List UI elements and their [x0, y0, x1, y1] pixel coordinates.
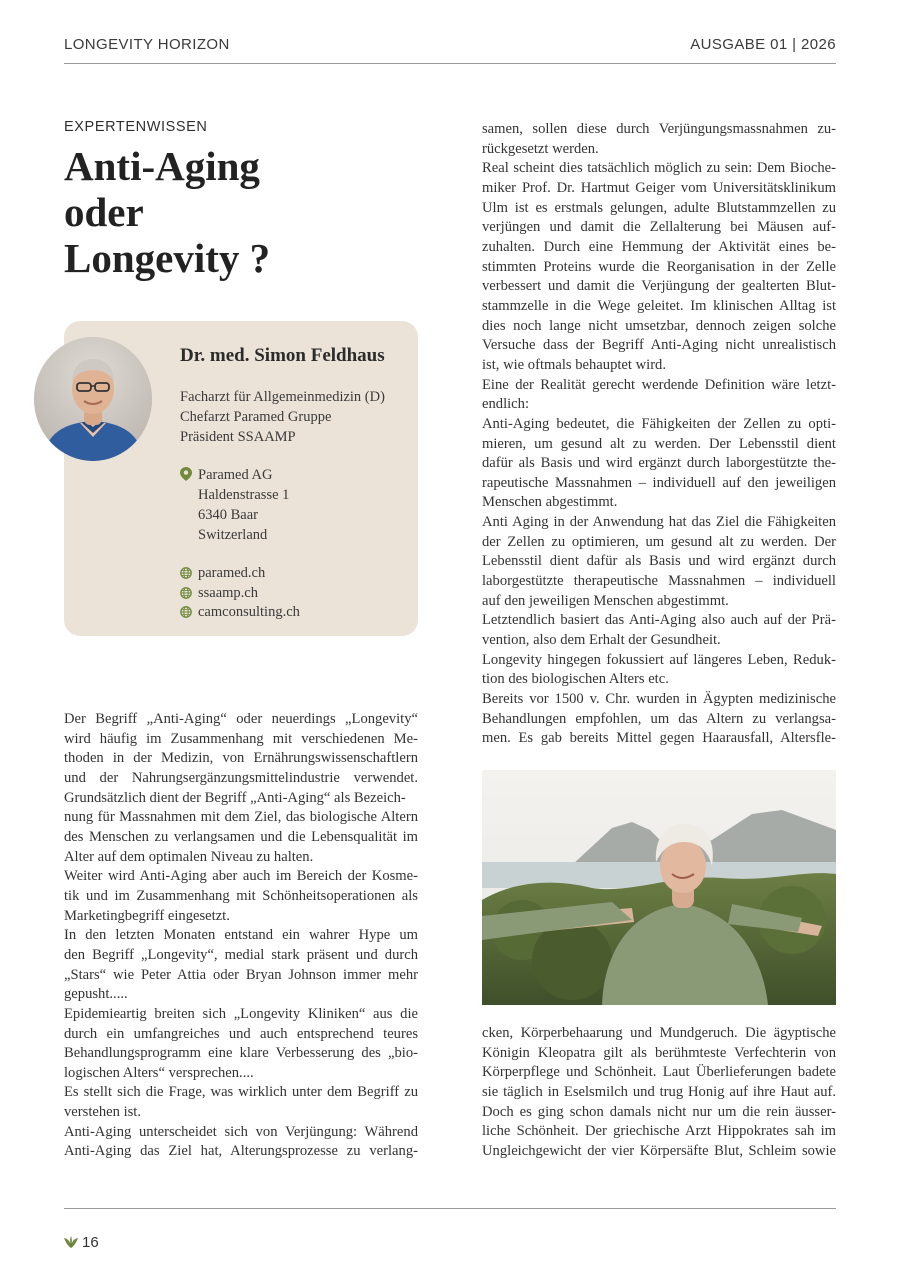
body-line: gepusht..... — [64, 986, 128, 1003]
author-photo — [34, 337, 152, 461]
body-line: Ulm ist es erstmals gelungen, adulte Blutstammzellen zu — [482, 199, 836, 216]
title-line: Anti-Aging — [64, 143, 260, 189]
body-line: des Menschen zu verlangsamen und die Lebensqualität im — [64, 828, 418, 845]
body-line: Ungleichgewicht der vier Körpersäfte Blut, Schleim sowie — [482, 1142, 836, 1159]
page-number: 16 — [82, 1234, 99, 1251]
body-line: verbessert und damit die Verjüngung der gealterten Blut- — [482, 278, 836, 295]
body-line: Der Begriff „Anti-Aging“ oder neuerdings „Longevity“ — [64, 711, 418, 727]
website-link[interactable]: ssaamp.ch — [198, 584, 258, 601]
location-pin-icon — [180, 467, 192, 481]
author-portrait-illustration — [34, 337, 152, 461]
body-line: Real scheint dies tatsächlich möglich zu sein: Dem Bioche- — [482, 160, 836, 177]
title-line: Longevity ? — [64, 235, 271, 281]
author-role: Präsident SSAAMP — [180, 429, 296, 445]
author-address — [198, 465, 289, 545]
body-line: rückgesetzt werden. — [482, 140, 599, 157]
body-line: cken, Körperbehaarung und Mundgeruch. Die ägyptische — [482, 1025, 836, 1041]
body-line: thoden in der Medizin, von Ernährungswissenschaftlern — [64, 750, 418, 767]
body-line: miker Prof. Dr. Hartmut Geiger vom Universitätsklinikum — [482, 179, 836, 196]
body-line: Longevity hingegen fokussiert auf längeres Leben, Reduk- — [482, 651, 836, 668]
body-line: sie täglich in Eselsmilch und trug Honig auf ihre Haut auf. — [482, 1083, 836, 1100]
body-line: Weiter wird Anti-Aging aber auch im Bereich der Kosme- — [64, 868, 418, 885]
body-line: Anti-Aging unterscheidet sich von Verjüngung: Während — [64, 1123, 418, 1140]
issue-label: AUSGABE 01 | 2026 — [690, 36, 836, 53]
body-line: Menschen abgestimmt. — [482, 494, 618, 511]
address-line: 6340 Baar — [198, 507, 258, 523]
body-line: Epidemieartig breiten sich „Longevity Kliniken“ aus die — [64, 1005, 418, 1022]
body-line: Behandlungsprogramm eine klare Verbesserung des „bio- — [64, 1045, 418, 1062]
body-line: Doch es ging schon damals nicht nur um die rein äusser- — [482, 1103, 836, 1120]
body-line: Alter auf dem optimalen Niveau zu halten. — [64, 848, 314, 865]
leaf-icon — [64, 1236, 78, 1248]
body-column-right-bottom — [482, 1024, 836, 1162]
author-name: Dr. med. Simon Feldhaus — [180, 345, 385, 366]
body-line: logischen Alters“ versprechen.... — [64, 1064, 254, 1081]
body-line: rapeutische Massnahmen – individuell auf den jeweiligen — [482, 474, 836, 491]
body-line: durch ein umfangreiches und auch entsprechend teures — [64, 1025, 418, 1042]
page-header — [64, 34, 836, 64]
address-line: Switzerland — [198, 527, 268, 543]
globe-icon — [180, 567, 192, 579]
body-line: Grundsätzlich dient der Begriff „Anti-Aging“ als Bezeich- — [64, 789, 406, 806]
author-links — [198, 564, 300, 623]
body-line: Anti-Aging bedeutet, die Fähigkeiten der Zellen zu opti- — [482, 415, 836, 432]
body-line: mieren, um gesund alt zu werden. Der Lebensstil dient — [482, 435, 836, 452]
body-column-left — [64, 710, 418, 1162]
author-role: Chefarzt Paramed Gruppe — [180, 409, 332, 425]
body-line: tion des biologischen Alters etc. — [482, 671, 669, 688]
author-role: Facharzt für Allgemeinmedizin (D) — [180, 389, 385, 405]
globe-icon — [180, 587, 192, 599]
address-line: Haldenstrasse 1 — [198, 487, 290, 503]
body-line: Behandlungen empfohlen, um das Altern zu verlangsa- — [482, 710, 836, 727]
body-line: Anti Aging in der Anwendung hat das Ziel die Fähigkeiten — [482, 514, 836, 531]
article-photo — [482, 770, 836, 1005]
body-line: Königin Kleopatra gilt als berühmteste Verfechterin von — [482, 1044, 836, 1061]
senior-woman-exercising-illustration — [482, 770, 836, 1005]
body-line: Es stellt sich die Frage, was wirklich unter dem Begriff zu — [64, 1084, 418, 1101]
body-line: stimmten Proteins wurde die Reorganisation in der Zelle — [482, 258, 836, 275]
magazine-name: LONGEVITY HORIZON — [64, 36, 230, 53]
title-line: oder — [64, 189, 144, 235]
body-line: und der Nahrungsergänzungsmittelindustrie verwendet. — [64, 769, 418, 786]
body-line: Versuche dass der Begriff Anti-Aging nicht unrealistisch — [482, 337, 836, 354]
website-link[interactable]: camconsulting.ch — [198, 604, 300, 620]
body-line: nung für Massnahmen mit dem Ziel, das biologische Altern — [64, 809, 418, 826]
body-line: men. Es gab bereits Mittel gegen Haarausfall, Altersfle- — [482, 730, 836, 747]
address-line: Paramed AG — [198, 467, 273, 483]
body-line: verjüngen und damit die Zellalterung bei Mäusen auf- — [482, 219, 836, 236]
body-line: laborgestützte therapeutische Massnahmen – individuell — [482, 573, 836, 590]
section-kicker: EXPERTENWISSEN — [64, 119, 208, 135]
body-line: Bereits vor 1500 v. Chr. wurden in Ägypten medizinische — [482, 691, 836, 708]
author-roles — [180, 387, 385, 447]
body-line: ist, wie oftmals behauptet wird. — [482, 356, 667, 373]
website-link[interactable]: paramed.ch — [198, 565, 266, 581]
body-line: Körperpflege und Schönheit. Laut Überlieferungen badete — [482, 1064, 836, 1081]
body-line: Marketingbegriff eingesetzt. — [64, 907, 230, 924]
footer-rule — [64, 1208, 836, 1209]
body-line: Eine der Realität gerecht werdende Definition wäre letzt- — [482, 376, 836, 393]
body-line: dafür als Basis und wird ergänzt durch laborgestützte the- — [482, 455, 836, 472]
body-line: In den letzten Monaten entstand ein wahrer Hype um — [64, 927, 418, 944]
body-line: zuhalten. Durch eine Hemmung der Aktivität eines be- — [482, 238, 836, 255]
body-line: auf den jeweiligen Menschen abgestimmt. — [482, 592, 729, 609]
body-line: „Stars“ wie Peter Attia oder Bryan Johnson immer mehr — [64, 966, 418, 983]
body-line: tik und im Zusammenhang mit Schönheitsoperationen als — [64, 887, 418, 904]
body-line: endlich: — [482, 396, 530, 413]
body-line: stammzelle in die Wege geleitet. Im klinischen Alltag ist — [482, 297, 836, 314]
body-line: den Begriff „Longevity“, medial stark präsent und durch — [64, 946, 418, 963]
body-line: liche Schönheit. Der griechische Arzt Hippokrates sah im — [482, 1123, 836, 1140]
body-line: Letztendlich basiert das Anti-Aging also auch auf der Prä- — [482, 612, 836, 629]
body-line: Anti-Aging das Ziel hat, Alterungsprozesse zu verlang- — [64, 1143, 418, 1160]
body-line: Lebensstil dient dafür als Basis und wird ergänzt durch — [482, 553, 836, 570]
body-line: der Zellen zu optimieren, um gesund alt zu werden. Der — [482, 533, 836, 550]
body-line: samen, sollen diese durch Verjüngungsmassnahmen zu- — [482, 121, 836, 137]
body-line: dies noch lange nicht umsetzbar, dennoch zeigen solche — [482, 317, 836, 334]
article-title — [64, 143, 364, 281]
body-line: wird häufig im Zusammenhang mit verschiedenen Me- — [64, 730, 418, 747]
body-column-right-top — [482, 120, 836, 749]
globe-icon — [180, 606, 192, 618]
body-line: verstehen ist. — [64, 1104, 142, 1121]
body-line: vention, also dem Erhalt der Gesundheit. — [482, 632, 721, 649]
